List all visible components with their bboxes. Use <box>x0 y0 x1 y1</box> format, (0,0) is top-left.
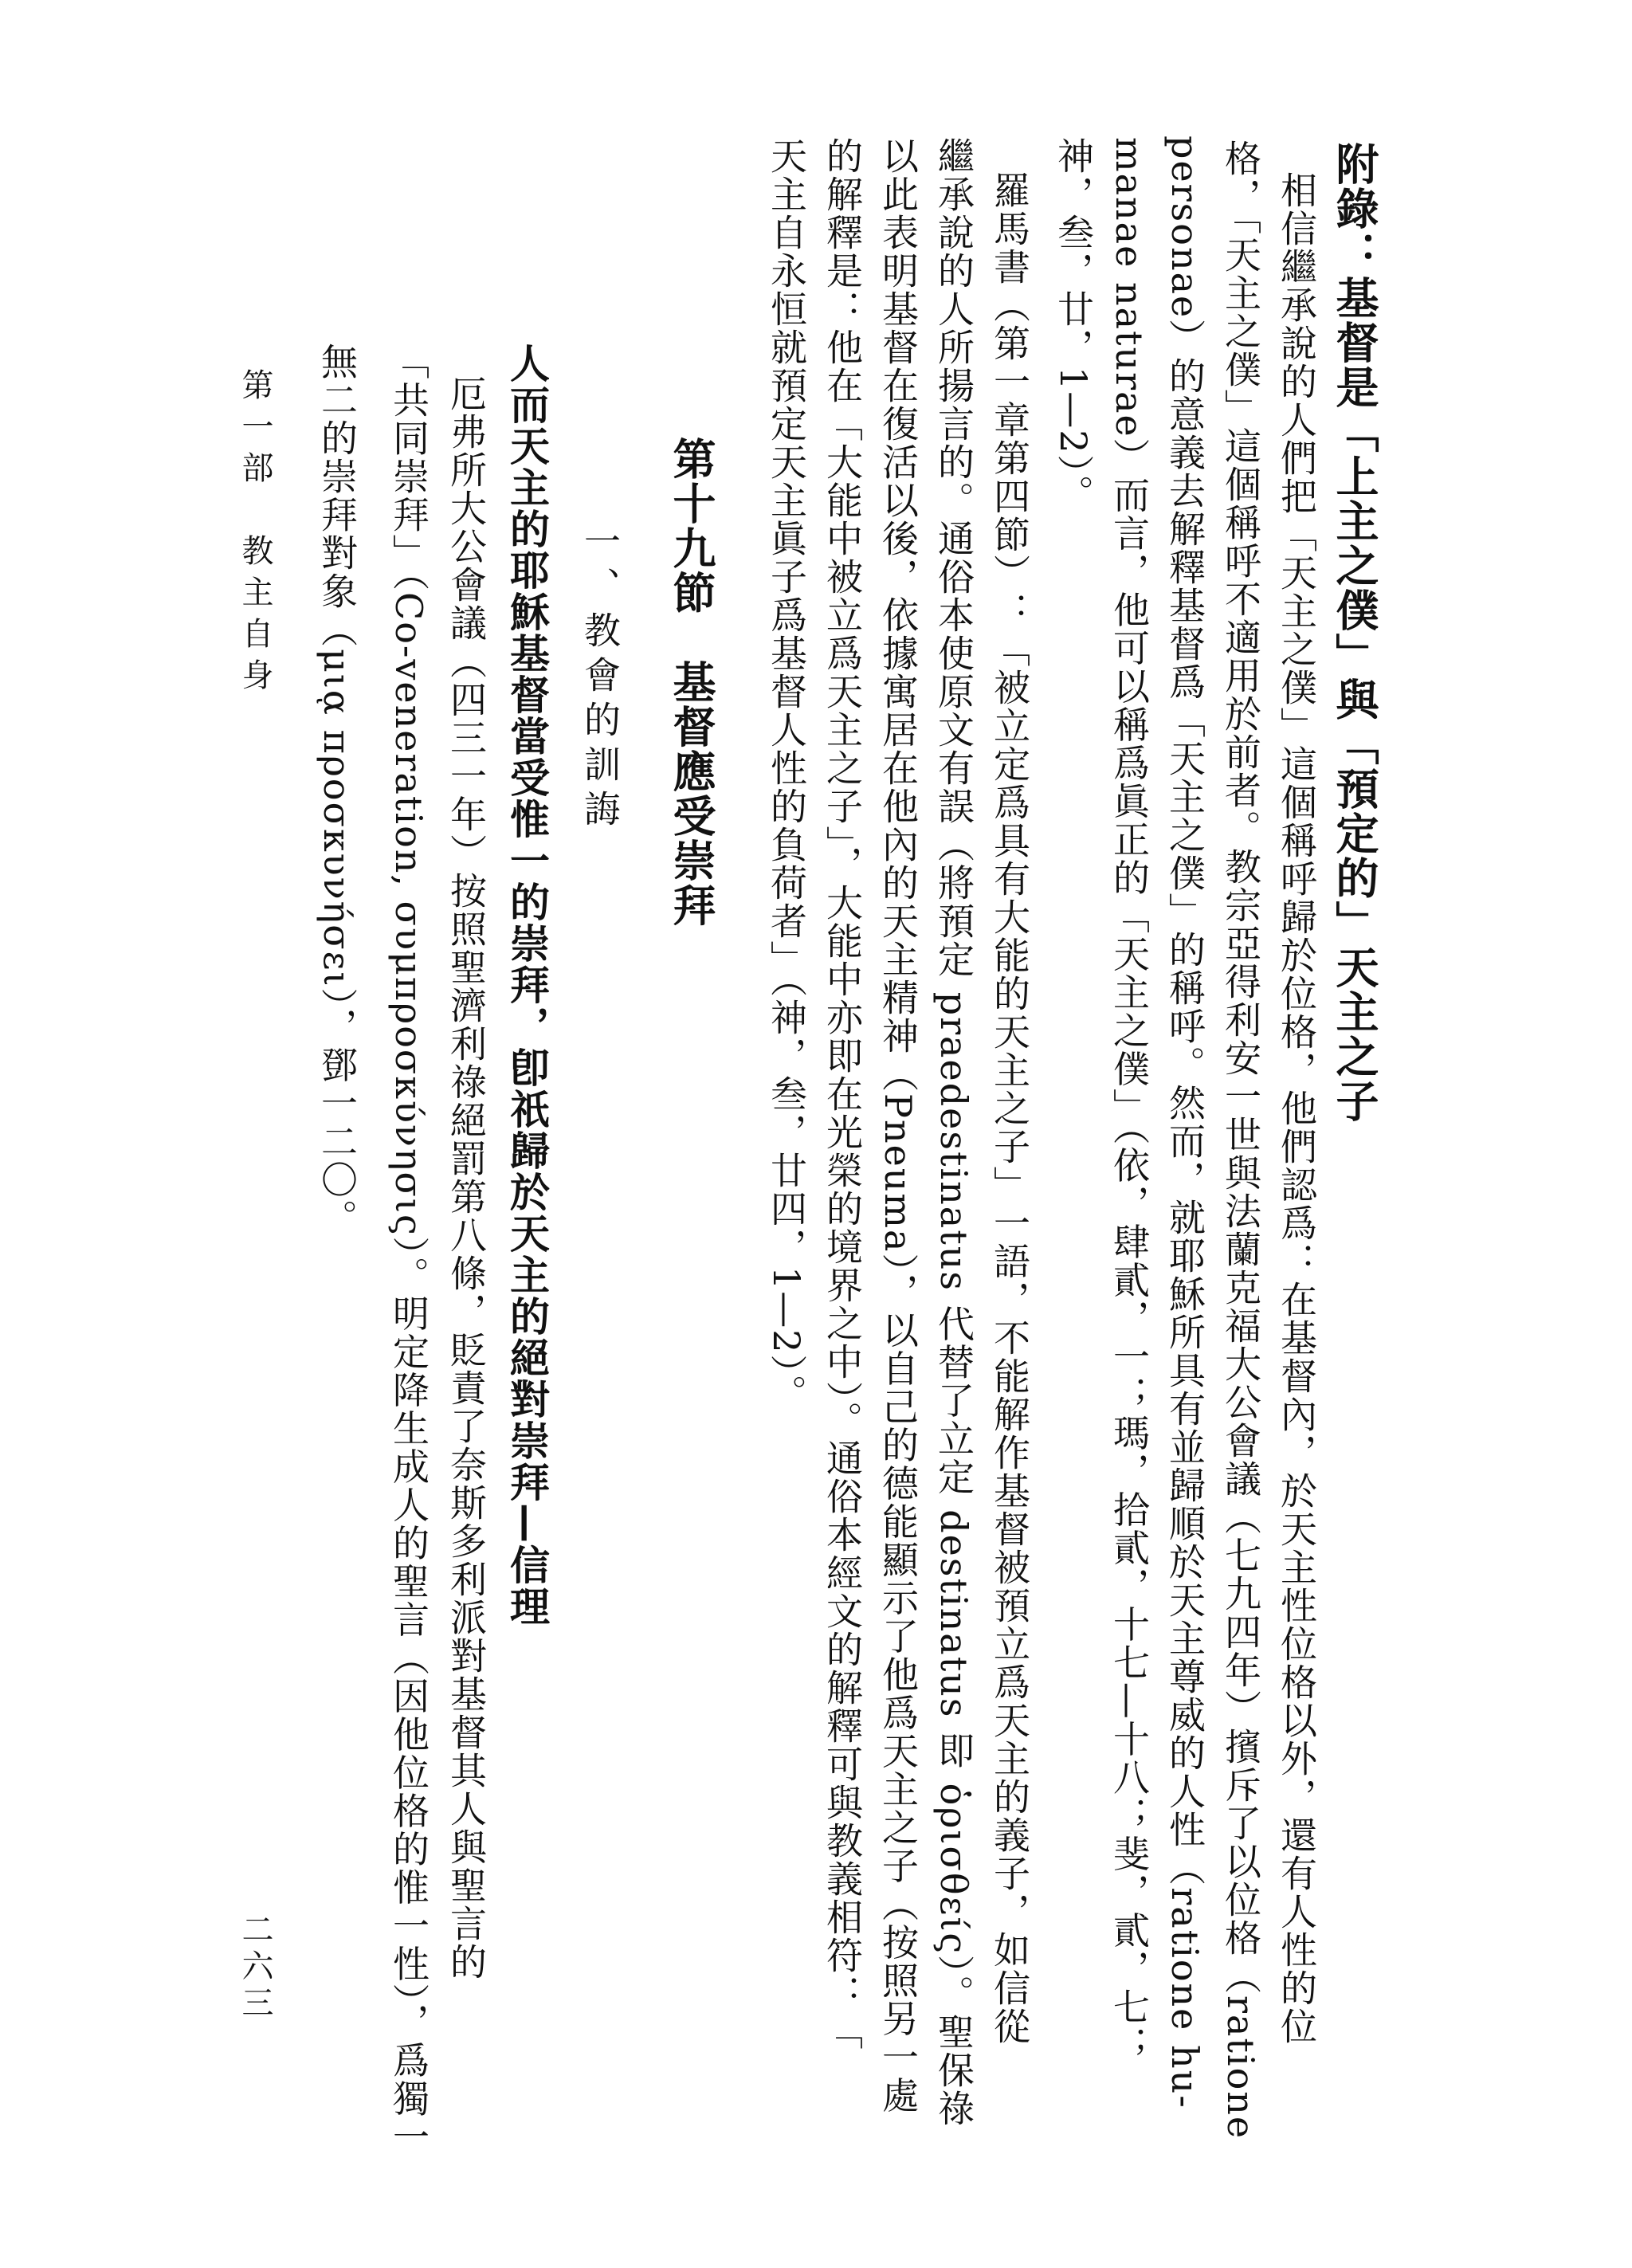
appendix-line: 以此表明基督在復活以後，依據寓居在他內的天主精神（Pneuma），以自己的德能顯示了他爲天主之子（按照另一處 <box>877 137 920 2115</box>
section-line: 「共同崇拜」（Co-veneration, συμπροσκύνησις）。明定降生成人的聖言（因他位格的惟一性），爲獨一 <box>387 343 430 2156</box>
page-number: 二六三 <box>237 1913 273 2023</box>
appendix-line: 相信繼承說的人們把「天主之僕」這個稱呼歸於位格，他們認爲：在基督內，於天主性位格以外，還有人性的位 <box>1275 171 1318 2046</box>
appendix-line: 繼承說的人所揚言的。通俗本使原文有誤（將預定 praedestinatus 代替了立定 destinatus 即 ὁρισθείς）。聖保祿 <box>932 137 975 2129</box>
appendix-line: 羅馬書（第一章第四節）：「被立定爲具有大能的天主之子」一語，不能解作基督被預立爲天主的義子，如信從 <box>988 171 1031 2046</box>
appendix-line: 的解釋是：他在「大能中被立爲天主之子」，大能中亦即在光榮的境界之中）。通俗本經文的解釋可與教義相符：「 <box>821 137 864 2051</box>
running-title: 第一部 教主自身 <box>237 368 273 700</box>
appendix-title: 附錄：基督是「上主之僕」與「預定的」天主之子 <box>1329 142 1379 1124</box>
appendix-line: 神，叁，廿，1—2）。 <box>1052 137 1095 513</box>
appendix-line: 天主自永恒就預定天主眞子爲基督人性的負荷者」（神，叁，廿四，1—2）。 <box>765 137 808 1413</box>
section-title: 第十九節 基督應受崇拜 <box>666 437 716 928</box>
section-line: 厄弗所大公會議（四三一年）按照聖濟利祿絕罰第八條，貶責了奈斯多利派對基督其人與聖言的 <box>445 375 488 1981</box>
appendix-line: manae naturae）而言，他可以稱爲眞正的「天主之僕」（依，肆貳，一；瑪，拾貳，十七—十八；斐，貳，七； <box>1108 137 1151 2065</box>
thesis-statement: 人而天主的耶穌基督當受惟一的崇拜，卽祇歸於天主的絕對崇拜—信理 <box>504 343 550 1627</box>
section-subtitle: 一、教會的訓誨 <box>579 522 622 834</box>
appendix-line: 格，「天主之僕」這個稱呼不適用於前者。教宗亞得利安一世與法蘭克福大公會議（七九四年）擯斥了以位格（ratione <box>1219 139 1262 2140</box>
appendix-line: personae）的意義去解釋基督爲「天主之僕」的稱呼。然而，就耶穌所具有並歸順於天主尊威的人性（ratione hu- <box>1163 135 1206 2109</box>
section-line: 無二的崇拜對象（μιᾳ προσκυνήσει），鄧一二〇。 <box>316 343 359 1238</box>
